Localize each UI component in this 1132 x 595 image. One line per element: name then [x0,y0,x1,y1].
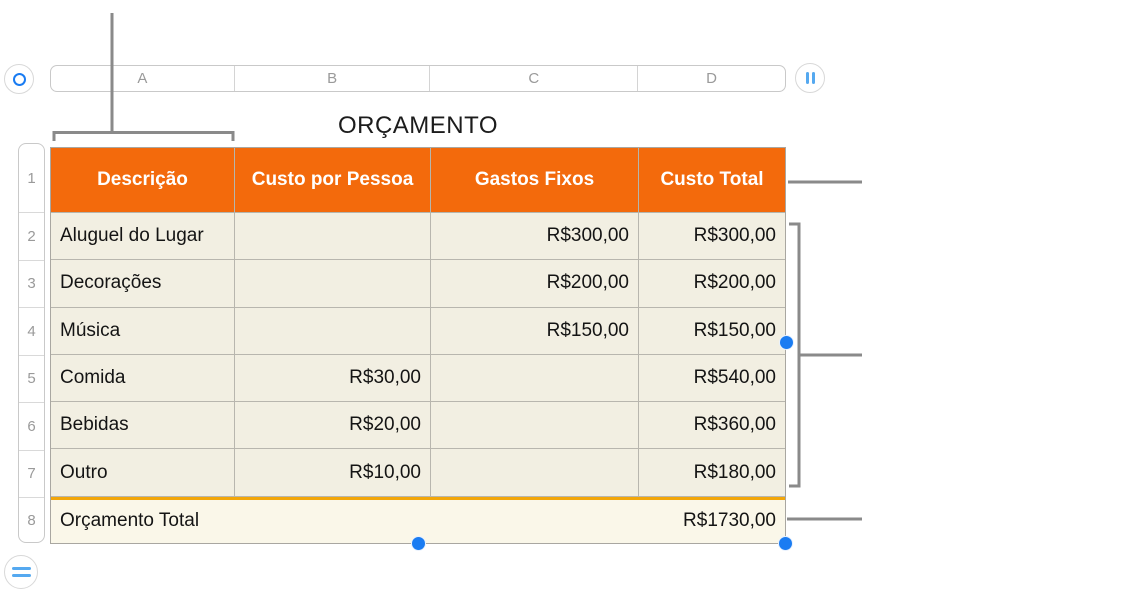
row-header-6[interactable]: 6 [19,403,44,451]
cell-a4[interactable]: Música [51,308,235,355]
header-cell-custo-total[interactable]: Custo Total [639,148,785,213]
budget-table [50,147,786,544]
cell-b5[interactable]: R$30,00 [235,355,431,402]
row-header-7[interactable]: 7 [19,451,44,499]
cell-b3[interactable] [235,260,431,307]
cell-a7[interactable]: Outro [51,449,235,496]
resize-handle-bottom[interactable] [411,536,426,551]
row-handle-button[interactable] [4,555,38,589]
table-row [51,260,785,307]
cell-c5[interactable] [431,355,639,402]
table-row [51,355,785,402]
column-header-b[interactable]: B [235,66,431,91]
cell-a6[interactable]: Bebidas [51,402,235,449]
column-header-a[interactable]: A [51,66,235,91]
cell-d7[interactable]: R$180,00 [639,449,785,496]
table-title[interactable]: ORÇAMENTO [337,112,499,139]
row-header-2[interactable]: 2 [19,213,44,261]
cell-d2[interactable]: R$300,00 [639,213,785,260]
cell-a3[interactable]: Decorações [51,260,235,307]
cell-d4[interactable]: R$150,00 [639,308,785,355]
row-header-8[interactable]: 8 [27,511,36,529]
cell-c7[interactable] [431,449,639,496]
cell-b2[interactable] [235,213,431,260]
column-header-c[interactable]: C [430,66,638,91]
cell-c3[interactable]: R$200,00 [431,260,639,307]
table-header-row [51,148,785,213]
header-cell-gastos-fixos[interactable]: Gastos Fixos [431,148,639,213]
cell-b7[interactable]: R$10,00 [235,449,431,496]
header-cell-descricao[interactable]: Descrição [51,148,235,213]
header-cell-custo-por-pessoa[interactable]: Custo por Pessoa [235,148,431,213]
table-row [51,402,785,449]
cell-total-value[interactable]: R$1730,00 [683,510,776,532]
row-header-5[interactable]: 5 [19,356,44,404]
cell-b6[interactable]: R$20,00 [235,402,431,449]
row-header-3[interactable]: 3 [19,261,44,309]
equals-lines-icon [12,567,31,577]
cell-c2[interactable]: R$300,00 [431,213,639,260]
table-row [51,213,785,260]
cell-a2[interactable]: Aluguel do Lugar [51,213,235,260]
body-rows-bracket [789,224,799,486]
cell-d5[interactable]: R$540,00 [639,355,785,402]
cell-d3[interactable]: R$200,00 [639,260,785,307]
pause-bars-icon [806,72,815,84]
column-options-button[interactable] [795,63,825,93]
cell-c4[interactable]: R$150,00 [431,308,639,355]
cell-total-label[interactable]: Orçamento Total [60,510,200,532]
cell-c6[interactable] [431,402,639,449]
row-header-bar [18,143,45,543]
row-header-4[interactable]: 4 [19,308,44,356]
resize-handle-bottom-right[interactable] [778,536,793,551]
table-row [51,449,785,496]
cell-d6[interactable]: R$360,00 [639,402,785,449]
resize-handle-right[interactable] [779,335,794,350]
cell-a5[interactable]: Comida [51,355,235,402]
table-row [51,308,785,355]
select-table-button[interactable] [4,64,34,94]
column-header-bar [50,65,786,92]
column-header-d[interactable]: D [706,70,718,87]
row-header-1[interactable]: 1 [19,144,44,213]
circle-ring-icon [13,73,26,86]
cell-b4[interactable] [235,308,431,355]
